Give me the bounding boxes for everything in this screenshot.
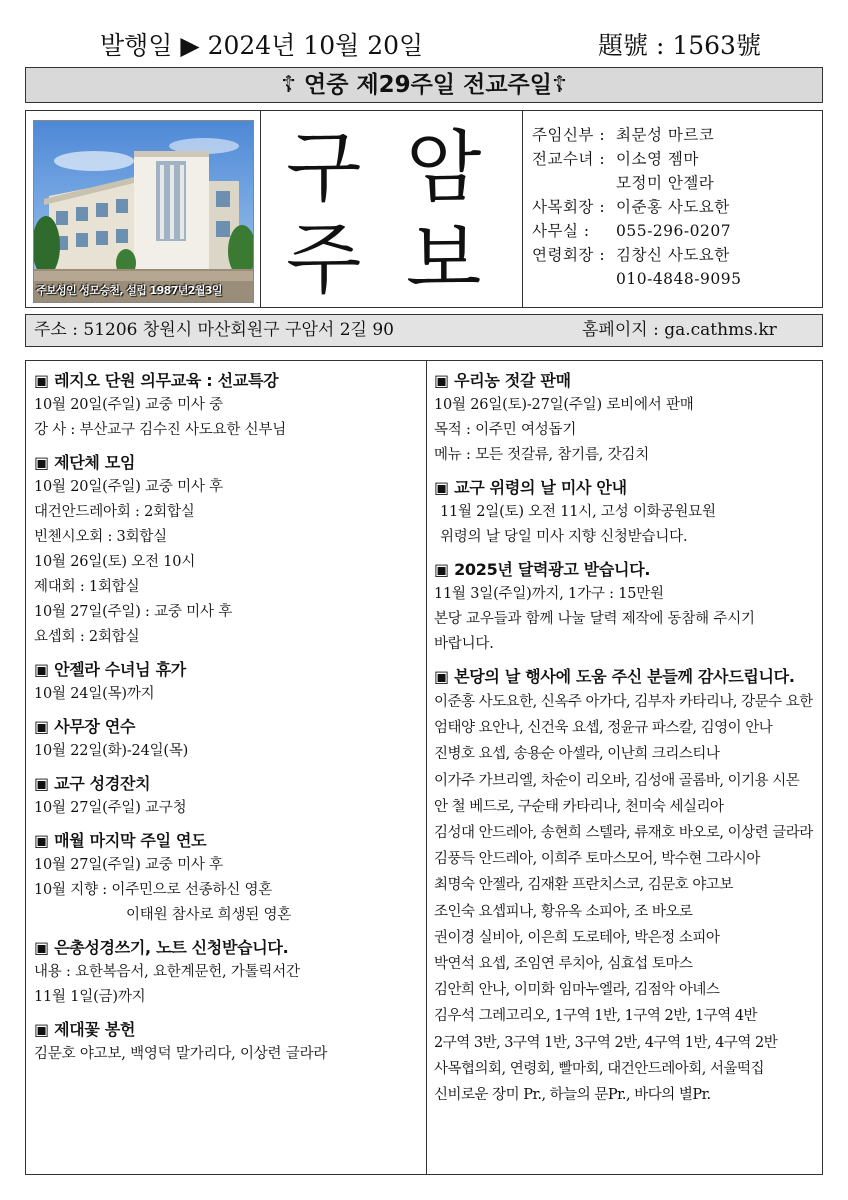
notice-title: ▣ 제단체 모임: [34, 453, 136, 472]
notice-line: 11월 3일(주일)까지, 1가구 : 15만원: [434, 586, 664, 602]
thanks-line: 김성대 안드레아, 송현희 스텔라, 류재호 바오로, 이상련 글라라: [434, 825, 813, 842]
notice-line: 빈첸시오회 : 3회합실: [34, 529, 167, 545]
notice-title: ▣ 제대꽃 봉헌: [34, 1020, 136, 1039]
issue-date: 발행일 ▶ 2024년 10월 20일: [100, 31, 424, 60]
notice-line: 대건안드레아회 : 2회합실: [34, 504, 195, 520]
notice-thanks: [434, 665, 816, 1108]
notice-title: ▣ 본당의 날 행사에 도움 주신 분들께 감사드립니다.: [434, 667, 795, 686]
thanks-line: 김풍득 안드레아, 이희주 토마스모어, 박수현 그라시아: [434, 851, 760, 868]
thanks-line: 박연석 요셉, 조임연 루치아, 심효섭 토마스: [434, 956, 693, 973]
thanks-line: 엄태양 요안나, 신건욱 요셉, 정윤규 파스칼, 김영이 안나: [434, 720, 773, 737]
notice-salted-fish-sale: [434, 369, 816, 468]
thanks-line: 2구역 3반, 3구역 1반, 3구역 2반, 4구역 1반, 4구역 2반: [434, 1034, 778, 1051]
sunday-title: ☦ 연중 제29주일 전교주일☦: [25, 67, 823, 103]
notice-line: 바랍니다.: [434, 636, 494, 652]
notice-line: 메뉴 : 모든 젓갈류, 참기름, 갓김치: [434, 447, 650, 463]
notice-line: 10월 27일(주일) : 교중 미사 후: [34, 604, 233, 620]
issue-number: 題號 : 1563號: [598, 31, 761, 60]
masthead-box: [25, 110, 823, 308]
notice-line: 10월 24일(목)까지: [34, 686, 155, 702]
staff-row: 주임신부 : 최문성 마르코: [532, 126, 715, 144]
notice-line: 위령의 날 당일 미사 지향 신청받습니다.: [440, 529, 688, 545]
notice-title: ▣ 2025년 달력광고 받습니다.: [434, 560, 651, 579]
notice-line: 본당 교우들과 함께 나눌 달력 제작에 동참해 주시기: [434, 611, 755, 627]
notice-title: ▣ 레지오 단원 의무교육 : 선교특강: [34, 371, 279, 390]
notice-title: ▣ 안젤라 수녀님 휴가: [34, 660, 186, 679]
notice-line: 이태원 참사로 희생된 영혼: [126, 907, 292, 923]
column-divider: [426, 361, 427, 1174]
notice-bible-festival: [34, 772, 422, 821]
staff-row: 모정미 안젤라: [616, 174, 715, 192]
left-column: [34, 369, 422, 1075]
notice-line: 내용 : 요한복음서, 요한계문헌, 가톨릭서간: [34, 964, 300, 980]
thanks-line: 최명숙 안젤라, 김재환 프란치스코, 김문호 야고보: [434, 877, 733, 894]
staff-row: 010-4848-9095: [616, 270, 742, 288]
notice-line: 10월 27일(주일) 교중 미사 후: [34, 857, 223, 873]
notice-line: 11월 1일(금)까지: [34, 989, 146, 1005]
issue-line: [0, 22, 848, 62]
church-photo: [33, 120, 254, 303]
notice-line: 10월 20일(주일) 교중 미사 중: [34, 397, 223, 413]
notice-line: 10월 26일(토)-27일(주일) 로비에서 판매: [434, 397, 694, 413]
notices-box: [25, 360, 823, 1175]
notice-bible-copy: [34, 936, 422, 1010]
notice-all-souls-mass: [434, 476, 816, 550]
notice-line: 10월 20일(주일) 교중 미사 후: [34, 479, 223, 495]
photo-caption: 주보성인 성모승천, 설립 1987년2월3일: [36, 284, 222, 297]
notice-legio: [34, 369, 422, 443]
masthead-char-2: 암: [406, 123, 482, 213]
staff-row: 전교수녀 : 이소영 젬마: [532, 150, 699, 168]
notice-line: 강 사 : 부산교구 김수진 사도요한 신부님: [34, 422, 287, 438]
notice-line: 10월 27일(주일) 교구청: [34, 800, 187, 816]
notice-groups: [34, 451, 422, 650]
notice-calendar-ads: [434, 558, 816, 657]
thanks-line: 사목협의회, 연령회, 빨마회, 대건안드레아회, 서울떡집: [434, 1060, 765, 1077]
thanks-line: 이준홍 사도요한, 신옥주 아가다, 김부자 카타리나, 강문수 요한: [434, 694, 813, 710]
notice-title: ▣ 사무장 연수: [34, 717, 136, 736]
notice-line: 10월 지향 : 이주민으로 선종하신 영혼: [34, 882, 273, 898]
notice-sister-leave: [34, 658, 422, 707]
thanks-line: 이가주 가브리엘, 차순이 리오바, 김성애 골롬바, 이기용 시몬: [434, 772, 800, 789]
thanks-line: 안 철 베드로, 구순태 카타리나, 천미숙 세실리아: [434, 798, 724, 815]
notice-title: ▣ 우리농 젓갈 판매: [434, 371, 571, 390]
notice-title: ▣ 교구 성경잔치: [34, 774, 151, 793]
masthead-char-4: 보: [406, 215, 482, 305]
notice-line: 11월 2일(토) 오전 11시, 고성 이화공원묘원: [440, 504, 716, 520]
notice-line: 10월 22일(화)-24일(목): [34, 743, 189, 759]
notice-altar-flowers: [34, 1018, 422, 1067]
homepage-link[interactable]: 홈페이지 : ga.cathms.kr: [582, 320, 777, 340]
staff-list: [532, 123, 741, 291]
address: 주소 : 51206 창원시 마산회원구 구암서 2길 90: [34, 320, 394, 340]
masthead-char-3: 주: [286, 215, 362, 305]
notice-line: 목적 : 이주민 여성돕기: [434, 422, 577, 438]
thanks-line: 신비로운 장미 Pr., 하늘의 문Pr., 바다의 별Pr.: [434, 1087, 711, 1104]
address-bar: [25, 314, 823, 347]
divider: [522, 111, 523, 307]
notice-training: [34, 715, 422, 764]
thanks-line: 진병호 요셉, 송용순 아셀라, 이난희 크리스티나: [434, 746, 720, 763]
thanks-line: 조인숙 요셉피나, 황유옥 소피아, 조 바오로: [434, 903, 693, 920]
staff-row: 사무실 : 055-296-0207: [532, 222, 732, 240]
notice-line: 요셉회 : 2회합실: [34, 629, 140, 645]
staff-row: 연령회장 : 김창신 사도요한: [532, 246, 730, 264]
right-column: [434, 369, 816, 1116]
staff-row: 사목회장 : 이준홍 사도요한: [532, 198, 730, 216]
notice-title: ▣ 은총성경쓰기, 노트 신청받습니다.: [34, 938, 289, 957]
thanks-line: 김안희 안나, 이미화 임마누엘라, 김점악 아녜스: [434, 982, 720, 999]
notice-line: 김문호 야고보, 백영덕 말가리다, 이상련 글라라: [34, 1046, 328, 1062]
notice-monthly-prayer: [34, 829, 422, 928]
thanks-line: 김우석 그레고리오, 1구역 1반, 1구역 2반, 1구역 4반: [434, 1008, 758, 1025]
notice-line: 10월 26일(토) 오전 10시: [34, 554, 196, 570]
masthead-char-1: 구: [286, 123, 362, 213]
divider: [260, 111, 261, 307]
notice-title: ▣ 교구 위령의 날 미사 안내: [434, 478, 627, 497]
notice-title: ▣ 매월 마지막 주일 연도: [34, 831, 207, 850]
thanks-line: 권이경 실비아, 이은희 도로테아, 박은정 소피아: [434, 929, 720, 946]
notice-line: 제대회 : 1회합실: [34, 579, 140, 595]
